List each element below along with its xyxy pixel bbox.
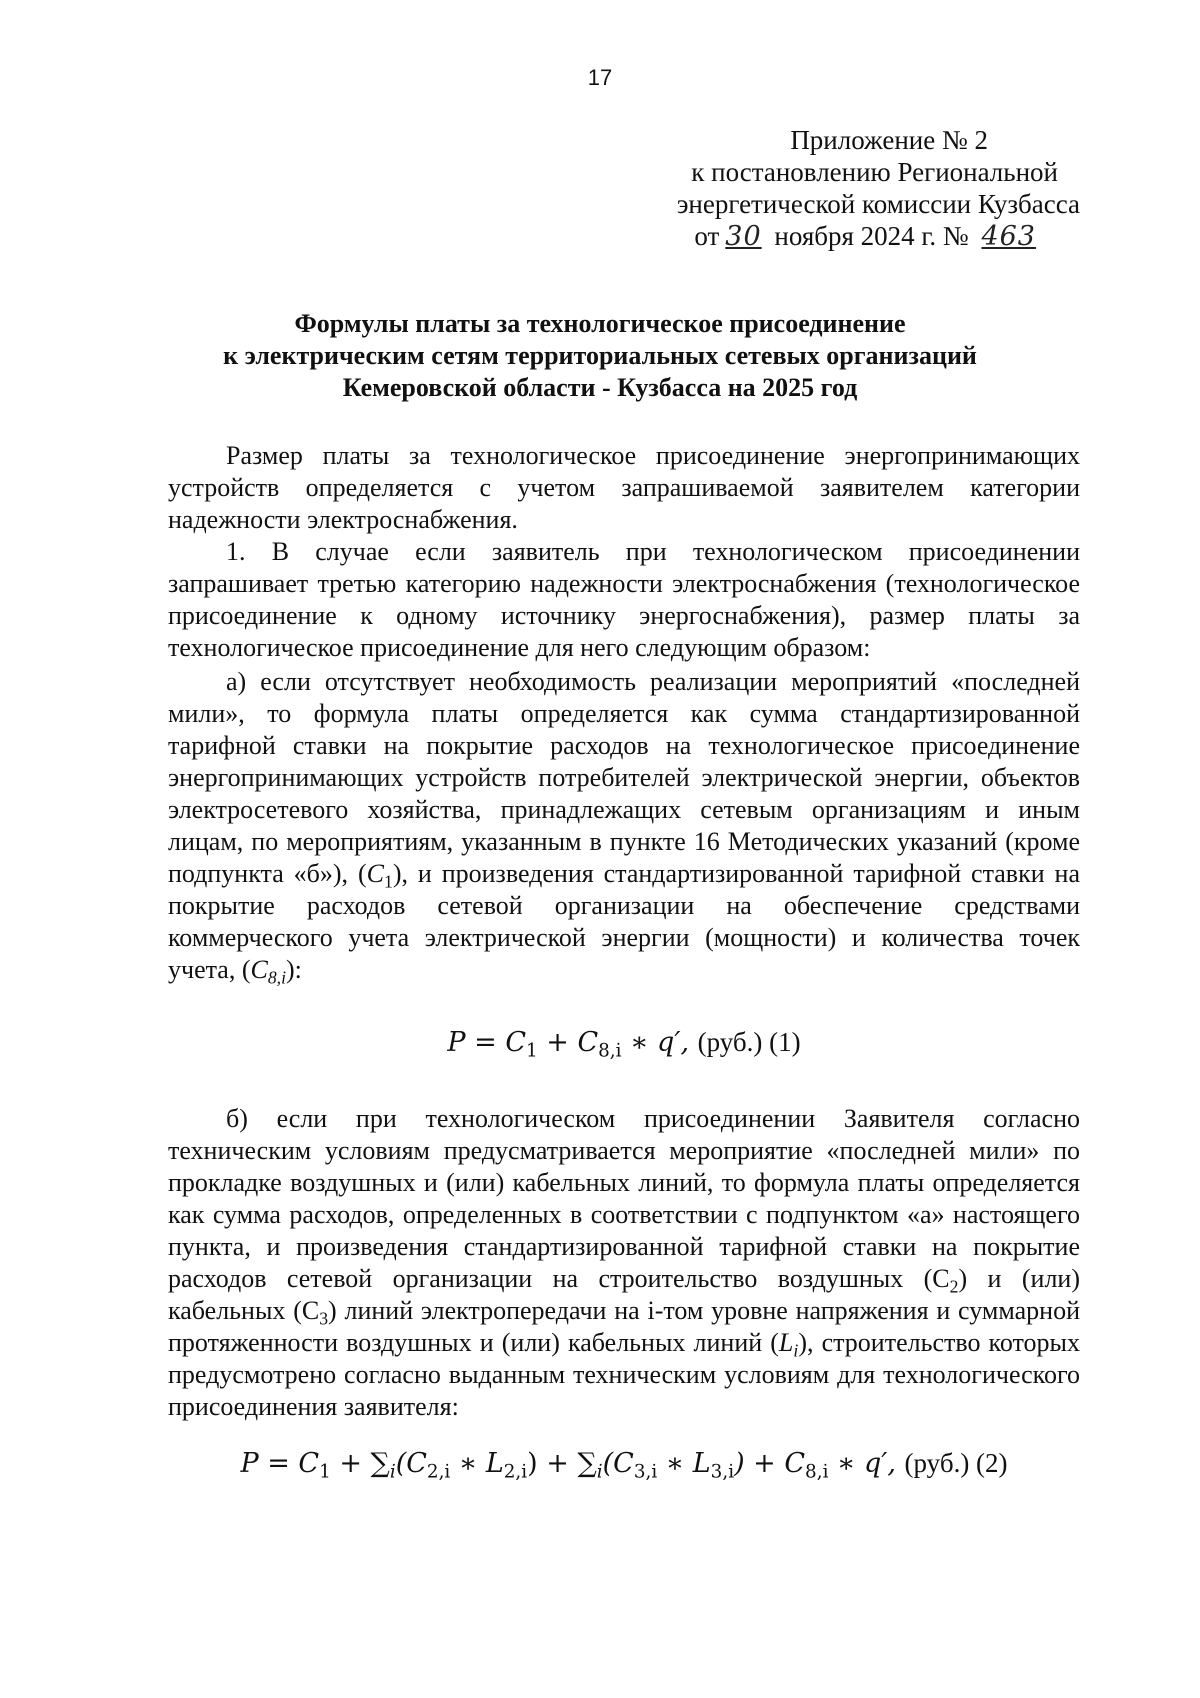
title-line-3: Кемеровской области - Кузбасса на 2025 год: [342, 373, 858, 402]
date-prefix: от: [694, 221, 720, 251]
date-middle: ноября 2024 г. №: [774, 221, 969, 251]
title-line-1: Формулы платы за технологическое присоединение: [294, 309, 906, 338]
handwritten-number: 463: [981, 221, 1036, 252]
paragraph-b: б) если при технологическом присоединении Заявителя согласно техническим условиям предусматривается мероприятие «последней мили» по прокладке воздушных и (или) кабельных линий, то формула платы определяется как сумма расходов, определенных в соответствии с подпунктом «а» настоящего пункта, и произведения стандартизированной тарифной ставки на покрытие расходов сетевой организации на строительство воздушных $(С_2)$ и (или) кабельных $(С_3)$ линий электропередачи на i-том уровне напряжения и суммарной протяженности воздушных и (или) кабельных линий $(L_i)$, строительство которых предусмотрено согласно выданным техническим условиям для технологического присоединения заявителя:: [168, 1104, 1081, 1421]
appendix-reference: к постановлению Региональной: [691, 157, 1058, 187]
document-title: [150, 308, 1050, 404]
appendix-header: [0, 124, 1080, 253]
paragraph-intro: Размер платы за технологическое присоединение энергопринимающих устройств определяется с учетом запрашиваемой заявителем категории надежности электроснабжения.: [168, 441, 1080, 534]
page-number: 17: [587, 65, 613, 90]
title-line-2: к электрическим сетям территориальных сетевых организаций: [223, 341, 977, 370]
formula-2: $P = C_1 + \sum_i(C_{2,i}$ ∗ $L_{2,i}) + \sum_i(C_{3,i}$ ∗ $L_{3,i}) + C_{8,i}$ ∗ q′, (руб.) (2): [240, 1448, 1008, 1483]
appendix-title: Приложение № 2: [790, 125, 988, 155]
appendix-commission: энергетической комиссии Кузбасса: [676, 189, 1080, 219]
handwritten-day: 30: [725, 221, 762, 252]
document-body: [168, 440, 1081, 1483]
formula-1: $P = C_1 + C_{8,i}$ ∗ q′, (руб.) (1): [447, 1027, 801, 1062]
appendix-date-number: [0, 220, 1042, 253]
paragraph-a: а) если отсутствует необходимость реализации мероприятий «последней мили», то формула платы определяется как сумма стандартизированной тарифной ставки на покрытие расходов на технологическое присоединение энергопринимающих устройств потребителей электрической энергии, объектов электросетевого хозяйства, принадлежащих сетевым организациям и иным лицам, по мероприятиям, указанным в пункте 16 Методических указаний (кроме подпункта «б»), $(C_1)$, и произведения стандартизированной тарифной ставки на покрытие расходов сетевой организации на обеспечение средствами коммерческого учета электрической энергии (мощности) и количества точек учета, $(C_{8,i})$:: [168, 667, 1081, 988]
paragraph-1: 1. В случае если заявитель при технологическом присоединении запрашивает третью категорию надежности электроснабжения (технологическое присоединение к одному источнику энергоснабжения), размер платы за технологическое присоединение для него следующим образом:: [168, 537, 1080, 662]
